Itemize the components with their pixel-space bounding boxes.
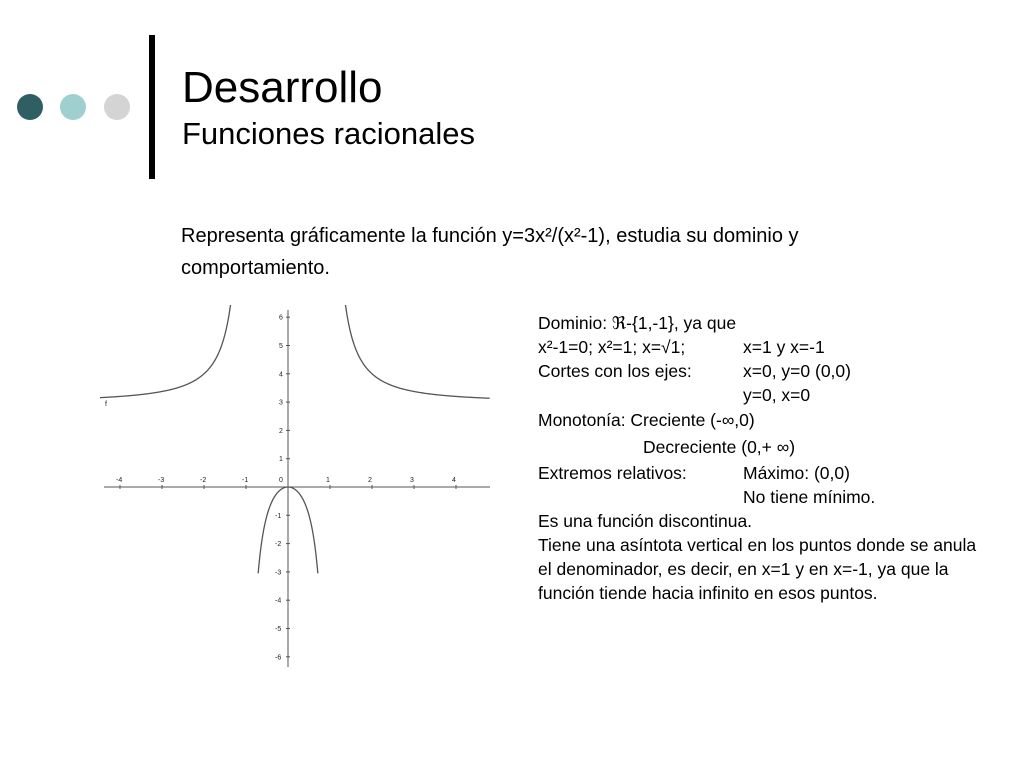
equation-row [538, 335, 978, 359]
dominio-text: Dominio: ℜ-{1,-1}, ya que [538, 313, 737, 333]
slide-subtitle: Funciones racionales [182, 116, 475, 151]
discontinua-text: Es una función discontinua. [538, 511, 753, 531]
cortes-value-1: x=0, y=0 (0,0) [743, 361, 851, 381]
y-tick-label: -4 [275, 597, 282, 605]
monotonia-row-2 [538, 434, 978, 461]
monotonia-creciente: Monotonía: Creciente (-∞,0) [538, 410, 755, 430]
cortes-label: Cortes con los ejes: [538, 361, 692, 381]
extremos-minimo: No tiene mínimo. [743, 487, 876, 507]
x-tick-label: -1 [242, 477, 249, 484]
title-divider [149, 35, 155, 179]
extremos-row-2 [538, 485, 978, 509]
monotonia-row [538, 407, 978, 434]
x-tick-label: 0 [279, 477, 283, 484]
x-tick-label: -4 [116, 477, 123, 484]
exercise-prompt: Representa gráficamente la función y=3x²/(x²-1), estudia su dominio y comportamiento. [181, 225, 799, 279]
discontinua-row [538, 509, 978, 533]
decor-dot-teal [60, 94, 86, 120]
equation-left: x²-1=0; x²=1; x=√1; [538, 337, 686, 357]
asintota-text: Tiene una asíntota vertical en los puntos donde se anula el denominador, es decir, en x=1 y en x=-1, ya que la función tiende hacia infinito en esos puntos. [538, 535, 977, 603]
y-tick-label: -6 [275, 654, 282, 662]
y-tick-label: -3 [275, 569, 282, 577]
y-tick-label: 4 [279, 371, 283, 379]
y-tick-label: 6 [279, 314, 283, 322]
x-tick-label: -2 [200, 477, 207, 484]
equation-right: x=1 y x=-1 [743, 337, 825, 357]
extremos-maximo: Máximo: (0,0) [743, 463, 850, 483]
cortes-value-2: y=0, x=0 [743, 385, 811, 405]
y-tick-label: -5 [275, 626, 282, 633]
slide-title: Desarrollo [182, 63, 383, 112]
y-tick-label: -2 [275, 541, 282, 549]
x-tick-label: 1 [326, 477, 330, 484]
y-tick-label: 5 [279, 343, 283, 350]
extremos-row [538, 461, 978, 485]
decor-dot-dark [17, 94, 43, 120]
cortes-row [538, 359, 978, 383]
x-tick-label: 2 [368, 477, 372, 484]
x-tick-label: -3 [158, 477, 165, 484]
dominio-row [538, 311, 978, 335]
curve-branch-right [345, 305, 490, 398]
decor-dot-gray [104, 94, 130, 120]
x-tick-label: 4 [452, 477, 456, 484]
curve-branch-left [100, 305, 231, 398]
analysis-panel [538, 311, 978, 605]
monotonia-decreciente: Decreciente (0,+ ∞) [643, 437, 796, 457]
x-tick-label: 3 [410, 477, 414, 484]
y-tick-label: 3 [279, 399, 283, 407]
y-tick-label: 1 [279, 456, 283, 464]
y-tick-label: 2 [279, 427, 283, 435]
function-label: f [105, 401, 107, 408]
function-graph [100, 305, 500, 670]
cortes-row-2 [538, 383, 978, 407]
extremos-label: Extremos relativos: [538, 463, 687, 483]
y-tick-label: -1 [275, 512, 282, 520]
